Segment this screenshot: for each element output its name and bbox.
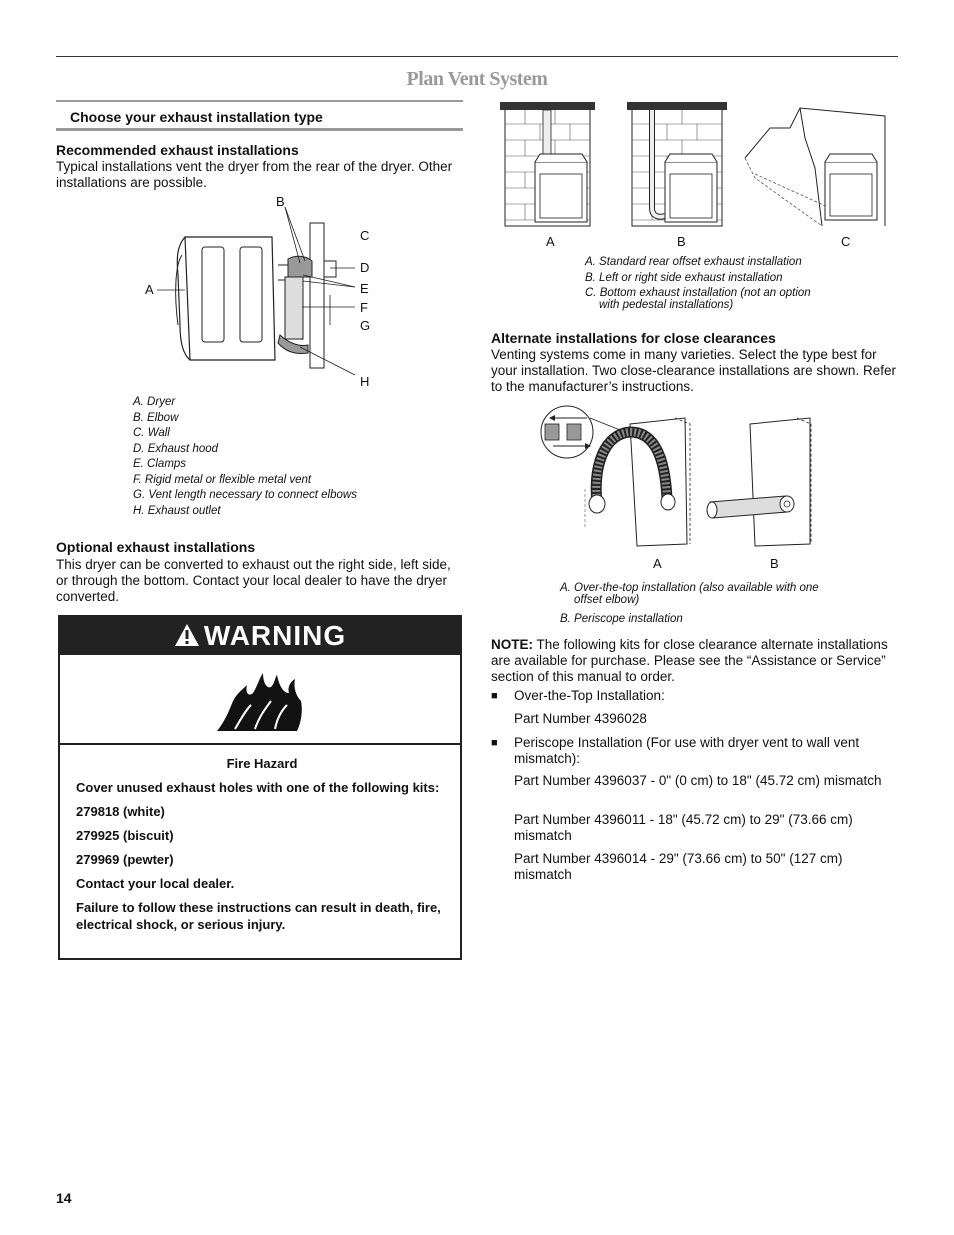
legend-item: D. Exhaust hood <box>133 442 219 455</box>
section-band-title: Choose your exhaust installation type <box>70 109 323 125</box>
bullet-over-the-top: Over-the-Top Installation: <box>514 688 665 703</box>
legend-item: C. Wall <box>133 427 170 439</box>
dryer-diagram-legend <box>133 395 357 519</box>
warning-box <box>58 615 462 960</box>
warning-line: 279818 (white) <box>76 804 165 819</box>
mid-diagram-label-a: A <box>653 556 662 571</box>
optional-text: This dryer can be converted to exhaust out the right side, left side, or through the bottom. Contact your local dealer to have the dryer converted. <box>56 557 451 604</box>
diagram-c <box>745 108 885 226</box>
note-paragraph <box>491 637 891 685</box>
warning-line: 279969 (pewter) <box>76 852 174 867</box>
top-rule <box>56 56 898 57</box>
fire-hazard-icon <box>215 671 305 733</box>
diagram-label-c: C <box>360 228 370 243</box>
diagram-label-b: B <box>276 194 285 209</box>
warning-line: Cover unused exhaust holes with one of the following kits: <box>76 780 440 795</box>
diagram-b <box>627 102 727 226</box>
page-number: 14 <box>56 1190 72 1206</box>
note-text: The following kits for close clearance alternate installations are available for purchase. Please see the “Assistance or Service” section of this manual to order. <box>491 637 888 684</box>
top-diagram-label-a: A <box>546 234 555 249</box>
warning-text <box>76 755 448 940</box>
recommended-heading: Recommended exhaust installations <box>56 142 299 158</box>
close-clearance-diagrams <box>535 404 815 554</box>
dryer-vent-diagram <box>140 195 380 395</box>
legend-item: G. Vent length necessary to connect elbows <box>133 489 357 501</box>
diagram-label-g: G <box>360 318 371 333</box>
warning-line: Failure to follow these instructions can result in death, fire, electrical shock, or serious injury. <box>76 900 441 932</box>
diagram-label-f: F <box>360 300 368 315</box>
warning-triangle-icon <box>174 619 200 657</box>
warning-line: 279925 (biscuit) <box>76 828 174 843</box>
alternate-heading: Alternate installations for close clearances <box>491 330 776 346</box>
mid-diagram-label-b: B <box>770 556 779 571</box>
legend-item: F. Rigid metal or flexible metal vent <box>133 473 312 486</box>
legend-item: with pedestal installations) <box>599 298 734 311</box>
top-diagram-label-b: B <box>677 234 686 249</box>
diagram-label-e: E <box>360 281 369 296</box>
diagram-label-h: H <box>360 374 370 389</box>
recommended-text: Typical installations vent the dryer from the rear of the dryer. Other installations are possible. <box>56 159 453 190</box>
legend-item: B. Left or right side exhaust installation <box>585 271 783 284</box>
legend-item: A. Standard rear offset exhaust installation <box>585 256 802 268</box>
section-band <box>56 100 463 131</box>
diagram-label-d: D <box>360 260 370 275</box>
part-number-over-the-top: Part Number 4396028 <box>514 711 647 726</box>
bullet-square-icon: ■ <box>491 690 498 702</box>
part-number-periscope-1: Part Number 4396037 - 0" (0 cm) to 18" (45.72 cm) mismatch <box>514 773 882 788</box>
diagram-periscope <box>707 418 811 546</box>
alternate-text: Venting systems come in many varieties. Select the type best for your installation. Two close-clearance installations are shown. Refer to the manufacturer’s instructions. <box>491 347 896 394</box>
top-diagram-label-c: C <box>841 234 851 249</box>
top-diagram-legend <box>585 255 811 313</box>
mid-diagram-legend <box>560 581 819 627</box>
page-title: Plan Vent System <box>406 68 548 90</box>
legend-item: offset elbow) <box>574 594 640 606</box>
legend-item: E. Clamps <box>133 458 187 470</box>
legend-item: A. Dryer <box>133 396 176 408</box>
diagram-over-the-top <box>541 406 690 546</box>
bullet-periscope: Periscope Installation (For use with dryer vent to wall vent mismatch): <box>514 735 860 766</box>
diagram-a <box>500 102 595 226</box>
part-number-periscope-2: Part Number 4396011 - 18" (45.72 cm) to 29" (73.66 cm) mismatch <box>514 812 853 843</box>
warning-line: Contact your local dealer. <box>76 876 235 891</box>
warning-header <box>60 617 460 655</box>
warning-icon-box <box>60 655 460 745</box>
legend-item: B. Elbow <box>133 411 179 424</box>
bullet-square-icon: ■ <box>491 737 498 749</box>
legend-item: A. Over-the-top installation (also available with one <box>560 582 819 594</box>
warning-header-text: WARNING <box>203 620 347 651</box>
exhaust-installation-diagrams <box>500 98 890 230</box>
legend-item: B. Periscope installation <box>560 613 683 625</box>
part-number-periscope-3: Part Number 4396014 - 29" (73.66 cm) to 50" (127 cm) mismatch <box>514 851 843 882</box>
legend-item: C. Bottom exhaust installation (not an option <box>585 287 811 299</box>
optional-heading: Optional exhaust installations <box>56 539 256 555</box>
diagram-label-a: A <box>145 282 154 297</box>
legend-item: H. Exhaust outlet <box>133 504 221 517</box>
note-label: NOTE: <box>491 637 533 652</box>
hazard-title: Fire Hazard <box>226 756 298 771</box>
